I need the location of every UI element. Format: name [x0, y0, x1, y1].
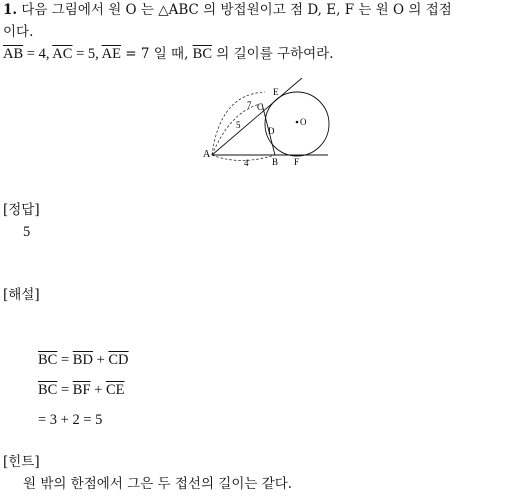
eq1-t1: $\overline{BD}$ — [72, 352, 93, 368]
label-o: O — [300, 117, 307, 127]
problem-line-2: 이다. — [3, 24, 34, 40]
length-ac: 5 — [236, 120, 241, 130]
label-e: E — [273, 87, 279, 97]
eq1-lhs: $\overline{BC}$ — [38, 352, 58, 368]
solution-eq-1 — [38, 350, 129, 370]
ab-value: = 4, — [23, 46, 53, 62]
segment-ab: $\overline{AB}$ — [3, 46, 24, 62]
solution-eq-2 — [38, 380, 125, 400]
eq1-t2: $\overline{CD}$ — [108, 352, 129, 368]
ae-value: = 7 일 때, — [120, 46, 193, 62]
eq2-t1: $\overline{BF}$ — [72, 382, 91, 398]
length-ae: 7 — [247, 100, 252, 110]
segment-ac: $\overline{AC}$ — [52, 46, 73, 62]
label-a: A — [203, 149, 211, 160]
problem-number: 1. — [3, 2, 18, 18]
label-d: D — [268, 126, 275, 136]
ac-value: = 5, — [72, 46, 102, 62]
eq2-op2: + — [90, 382, 106, 398]
eq1-op2: + — [92, 352, 109, 368]
geometry-figure — [190, 74, 340, 170]
label-f: F — [294, 157, 300, 167]
segment-bc: $\overline{BC}$ — [192, 46, 213, 62]
answer-value: 5 — [23, 224, 31, 240]
label-c: C — [257, 102, 264, 112]
eq2-t2: $\overline{CE}$ — [105, 382, 125, 398]
segment-ae: $\overline{AE}$ — [101, 46, 121, 62]
length-ab: 4 — [244, 158, 249, 168]
solution-label: [해설] — [3, 287, 40, 303]
hint-label: [힌트] — [3, 454, 40, 470]
center-dot — [296, 121, 299, 124]
eq2-op1: = — [57, 382, 73, 398]
solution-eq-3: = 3 + 2 = 5 — [38, 412, 103, 428]
problem-line-1 — [3, 0, 452, 20]
tangent-line-ae — [212, 78, 302, 155]
label-b: B — [272, 157, 279, 167]
eq2-lhs: $\overline{BC}$ — [38, 382, 58, 398]
given-tail: 의 길이를 구하여라. — [212, 46, 334, 62]
hint-text: 원 밖의 한점에서 그은 두 접선의 길이는 같다. — [23, 476, 293, 492]
given-line — [3, 44, 334, 64]
eq1-op1: = — [57, 352, 73, 368]
problem-text-line1: 다음 그림에서 원 O 는 △ABC 의 방접원이고 점 D, E, F 는 원 O 의 접점 — [21, 2, 452, 18]
answer-label: [정답] — [3, 202, 40, 218]
